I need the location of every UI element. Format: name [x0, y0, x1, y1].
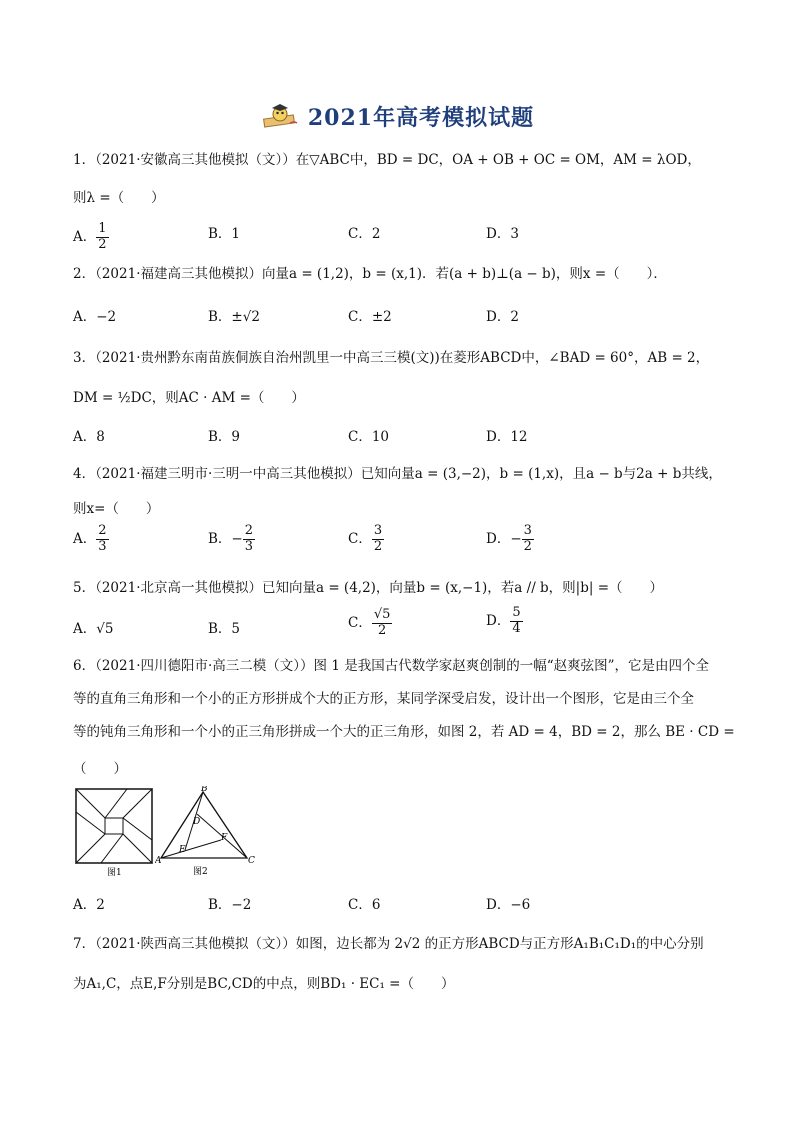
- svg-text:E: E: [179, 845, 186, 855]
- question-7-stem-cont: 为A₁,C，点E,F分别是BC,CD的中点，则BD₁ · EC₁ =（ ）: [73, 976, 455, 992]
- svg-text:D: D: [193, 817, 201, 827]
- mascot-logo-icon: [260, 103, 300, 135]
- question-3-option-a: A．8: [73, 429, 105, 445]
- title-text: 2021年高考模拟试题: [307, 105, 535, 131]
- figure-2-label: 图2: [193, 867, 208, 877]
- page-title: [0, 101, 794, 135]
- question-6-stem-cont: （ ）: [73, 761, 127, 777]
- question-2-option-a: A．−2: [73, 309, 117, 325]
- question-3-option-b: B．9: [208, 429, 241, 445]
- question-6-stem-cont: 等的直角三角形和一个小的正方形拼成个大的正方形，某同学深受启发，设计出一个图形，它是由三个全: [73, 691, 694, 707]
- question-3-option-d: D．12: [486, 429, 528, 445]
- figure-1-label: 图1: [107, 868, 122, 878]
- figure-1-chord-diagram: [75, 788, 155, 882]
- question-6-stem-cont: 等的钝角三角形和一个小的正三角形拼成一个大的正三角形，如图 2，若 AD = 4，BD = 2，那么 BE · CD =: [73, 724, 735, 740]
- question-1-stem-cont: 则λ =（ ）: [73, 190, 165, 206]
- question-5-stem: 5．（2021·北京高一其他模拟）已知向量a = (4,2)，向量b = (x,−1)，若a // b，则|b| =（ ）: [73, 580, 664, 596]
- question-4-stem: 4．（2021·福建三明市·三明一中高三其他模拟）已知向量a = (3,−2)，b = (1,x)，且a − b与2a + b共线，: [73, 466, 722, 482]
- svg-text:A: A: [155, 856, 162, 866]
- question-6-option-b: B．−2: [208, 897, 252, 913]
- question-1-stem: 1．（2021·安徽高三其他模拟（文））在▽ABC中，BD = DC，OA + OB + OC = OM，AM = λOD，: [73, 152, 701, 168]
- question-1-option-d: D．3: [486, 226, 519, 242]
- svg-text:C: C: [248, 856, 255, 866]
- question-1-option-a: A． $\frac{1}{2}$: [73, 221, 107, 252]
- question-4-option-a: A． $\frac{2}{3}$: [73, 523, 107, 554]
- question-6-option-c: C．6: [348, 897, 381, 913]
- figure-2-triangle-diagram: [155, 786, 255, 882]
- question-6-option-d: D．−6: [486, 897, 531, 913]
- question-5-option-c: C． $\frac{√5}{2}$: [348, 607, 391, 638]
- question-7-stem: 7．（2021·陕西高三其他模拟（文））如图，边长都为 2√2 的正方形ABCD与正方形A₁B₁C₁D₁的中心分别: [73, 936, 704, 952]
- fraction: $\frac{1}{2}$: [98, 221, 107, 252]
- question-4-option-b: B．− $\frac{2}{3}$: [208, 523, 254, 554]
- question-3-option-c: C．10: [348, 429, 390, 445]
- svg-text:B: B: [201, 786, 208, 794]
- question-6-option-a: A．2: [73, 897, 105, 913]
- question-4-option-c: C． $\frac{3}{2}$: [348, 523, 383, 554]
- question-5-option-b: B．5: [208, 621, 241, 637]
- question-1-option-c: C．2: [348, 226, 381, 242]
- question-2-stem: 2．（2021·福建高三其他模拟）向量a = (1,2)，b = (x,1)．若(a + b)⊥(a − b)，则x =（ ）．: [73, 266, 667, 282]
- question-5-option-a: A．√5: [73, 621, 114, 637]
- svg-text:F: F: [221, 833, 228, 843]
- question-2-option-c: C．±2: [348, 309, 392, 325]
- question-1-option-b: B．1: [208, 226, 241, 242]
- question-6-stem: 6．（2021·四川德阳市·高三二模（文））图 1 是我国古代数学家赵爽创制的一幅“赵爽弦图”，它是由四个全: [73, 658, 710, 674]
- question-3-stem-cont: DM = ½DC，则AC · AM =（ ）: [73, 390, 305, 406]
- question-4-option-d: D．− $\frac{3}{2}$: [486, 523, 532, 554]
- question-4-stem-cont: 则x=（ ）: [73, 501, 160, 517]
- question-2-option-d: D．2: [486, 309, 519, 325]
- question-2-option-b: B．±√2: [208, 309, 260, 325]
- question-5-option-d: D． $\frac{5}{4}$: [486, 605, 521, 636]
- question-3-stem: 3．（2021·贵州黔东南苗族侗族自治州凯里一中高三三模(文))在菱形ABCD中，∠BAD = 60°，AB = 2，: [73, 350, 710, 366]
